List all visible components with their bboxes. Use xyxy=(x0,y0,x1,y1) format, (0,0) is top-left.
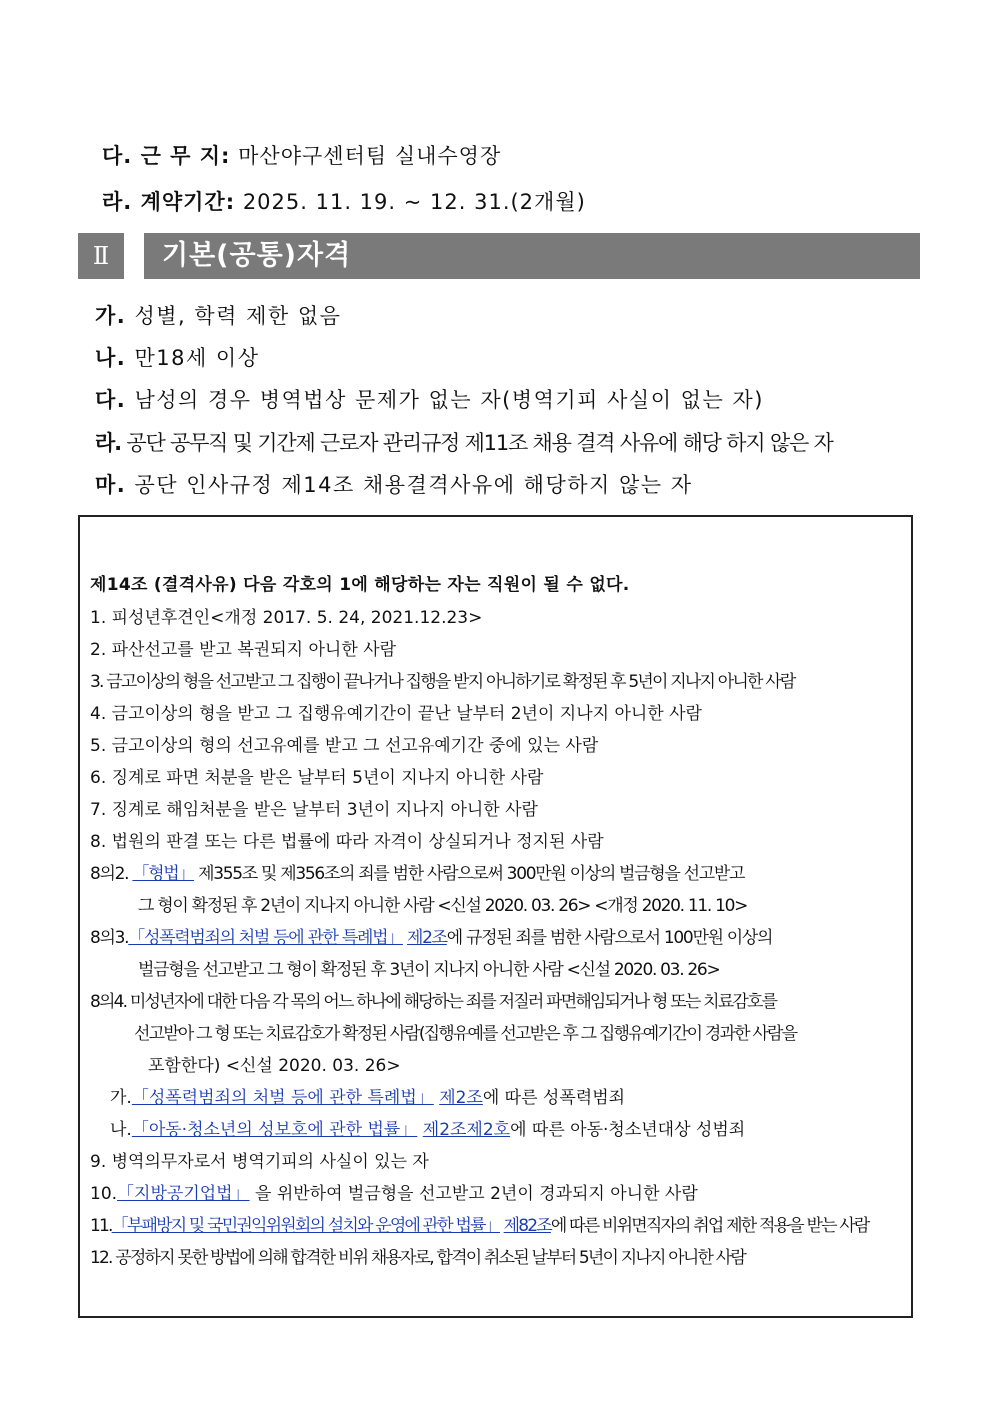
article-item: 8의4. 미성년자에 대한 다음 각 목의 어느 하나에 해당하는 죄를 저질러 파면해임되거나 형 또는 치료감호를 xyxy=(90,992,777,1012)
article-link[interactable]: 제82조 xyxy=(503,1216,551,1236)
article-item: 1. 피성년후견인<개정 2017. 5. 24, 2021.12.23> xyxy=(90,608,483,628)
article-item: 6. 징계로 파면 처분을 받은 날부터 5년이 지나지 아니한 사람 xyxy=(90,768,544,788)
sub-item xyxy=(110,1115,745,1140)
qualification-text: 만18세 이상 xyxy=(134,346,260,370)
sub-item-text: 에 따른 아동·청소년대상 성범죄 xyxy=(510,1120,746,1140)
qualification-item xyxy=(95,384,764,414)
article-item: 2. 파산선고를 받고 복권되지 아니한 사람 xyxy=(90,640,396,660)
article-item: 7. 징계로 해임처분을 받은 날부터 3년이 지나지 아니한 사람 xyxy=(90,800,538,820)
article-item xyxy=(90,859,744,884)
item-prefix: 8의3. xyxy=(90,928,129,948)
sub-item-text: 에 따른 성폭력범죄 xyxy=(482,1088,626,1108)
article-item: 8. 법원의 판결 또는 다른 법률에 따라 자격이 상실되거나 정지된 사람 xyxy=(90,832,604,852)
sub-item-mark: 나. xyxy=(110,1120,132,1140)
law-link[interactable]: 「지방공기업법」 xyxy=(117,1184,250,1204)
section-number: Ⅱ xyxy=(78,233,124,279)
article-item xyxy=(90,1179,698,1204)
sub-item xyxy=(110,1083,625,1108)
article-item: 12. 공정하지 못한 방법에 의해 합격한 비위 채용자로, 합격이 취소된 날부터 5년이 지나지 아니한 사람 xyxy=(90,1248,745,1268)
workplace-label: 다. 근 무 지: xyxy=(102,144,231,168)
law-link[interactable]: 「성폭력범죄의 처벌 등에 관한 특례법」 xyxy=(131,1088,434,1108)
article-item xyxy=(90,923,772,948)
section-header xyxy=(78,233,920,279)
qualification-text: 공단 인사규정 제14조 채용결격사유에 해당하지 않는 자 xyxy=(134,473,693,497)
item-text: 에 따른 비위면직자의 취업 제한 적용을 받는 사람 xyxy=(550,1216,869,1236)
contract-period-label: 라. 계약기간: xyxy=(102,190,236,214)
section-title: 기본(공통)자격 xyxy=(162,240,352,271)
article-item-continuation: 벌금형을 선고받고 그 형이 확정된 후 3년이 지나지 아니한 사람 <신설 2020. 03. 26> xyxy=(138,960,720,980)
qualification-text: 성별, 학력 제한 없음 xyxy=(134,304,342,328)
workplace-row xyxy=(102,140,501,170)
contract-period-value: 2025. 11. 19. ~ 12. 31.(2개월) xyxy=(242,190,586,214)
item-prefix: 10. xyxy=(90,1184,118,1204)
qualification-mark: 라. xyxy=(95,431,121,455)
item-text: 에 규정된 죄를 범한 사람으로서 100만원 이상의 xyxy=(446,928,773,948)
law-link[interactable]: 「아동·청소년의 성보호에 관한 법률」 xyxy=(131,1120,418,1140)
contract-period-row xyxy=(102,186,586,216)
qualification-item xyxy=(95,342,260,372)
qualification-mark: 나. xyxy=(95,346,127,370)
article-item-continuation: 포함한다) <신설 2020. 03. 26> xyxy=(148,1056,401,1076)
item-text: 제355조 및 제356조의 죄를 범한 사람으로써 300만원 이상의 벌금형을 선고받고 xyxy=(194,864,745,884)
section-title-bar xyxy=(144,233,920,279)
qualification-item xyxy=(95,300,341,330)
article-link[interactable]: 제2조제2호 xyxy=(422,1120,511,1140)
article-item: 4. 금고이상의 형을 받고 그 집행유예기간이 끝난 날부터 2년이 지나지 아니한 사람 xyxy=(90,704,702,724)
sub-item-mark: 가. xyxy=(110,1088,132,1108)
article-item-continuation: 선고받아 그 형 또는 치료감호가 확정된 사람(집행유예를 선고받은 후 그 집행유예기간이 경과한 사람을 xyxy=(134,1024,797,1044)
item-text: 을 위반하여 벌금형을 선고받고 2년이 경과되지 아니한 사람 xyxy=(255,1184,698,1204)
article-heading: 제14조 (결격사유) 다음 각호의 1에 해당하는 자는 직원이 될 수 없다. xyxy=(90,575,630,595)
article-item-continuation: 그 형이 확정된 후 2년이 지나지 아니한 사람 <신설 2020. 03. 26> <개정 2020. 11. 10> xyxy=(138,896,748,916)
article-item: 3. 금고이상의 형을 선고받고 그 집행이 끝나거나 집행을 받지 아니하기로 확정된 후 5년이 지나지 아니한 사람 xyxy=(90,672,795,692)
qualification-text: 공단 공무직 및 기간제 근로자 관리규정 제11조 채용 결격 사유에 해당 하지 않은 자 xyxy=(126,431,833,455)
item-prefix: 8의2. xyxy=(90,864,129,884)
qualification-mark: 마. xyxy=(95,473,127,497)
qualification-item xyxy=(95,427,833,457)
article-item: 9. 병역의무자로서 병역기피의 사실이 있는 자 xyxy=(90,1152,429,1172)
article-link[interactable]: 제2조 xyxy=(407,928,447,948)
qualification-item xyxy=(95,469,693,499)
workplace-value: 마산야구센터팀 실내수영장 xyxy=(238,144,502,168)
article-item: 5. 금고이상의 형의 선고유예를 받고 그 선고유예기간 중에 있는 사람 xyxy=(90,736,599,756)
qualification-mark: 가. xyxy=(95,304,127,328)
law-link[interactable]: 「성폭력범죄의 처벌 등에 관한 특례법」 xyxy=(128,928,403,948)
law-link[interactable]: 「부패방지 및 국민권익위원회의 설치와 운영에 관한 법률」 xyxy=(111,1216,500,1236)
article-item xyxy=(90,1211,869,1236)
qualification-text: 남성의 경우 병역법상 문제가 없는 자(병역기피 사실이 없는 자) xyxy=(134,388,764,412)
article-link[interactable]: 제2조 xyxy=(439,1088,483,1108)
law-link[interactable]: 「형법」 xyxy=(132,864,195,884)
qualification-mark: 다. xyxy=(95,388,127,412)
article-box xyxy=(78,515,913,1318)
item-prefix: 11. xyxy=(90,1216,112,1236)
